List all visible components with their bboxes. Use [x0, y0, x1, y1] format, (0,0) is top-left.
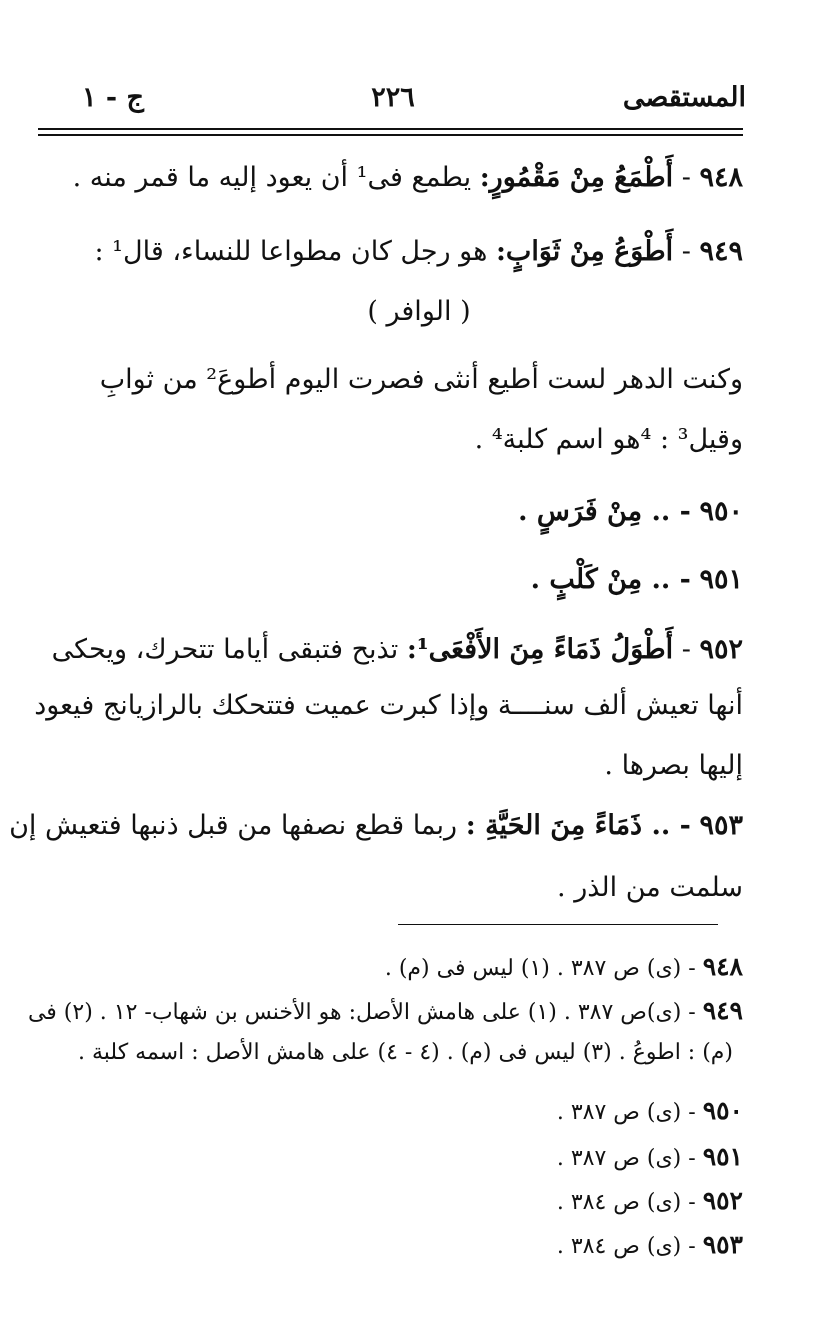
footnote-950 — [38, 1094, 743, 1130]
entry-953 — [9, 806, 743, 846]
footnote-text: - (ى)ص ٣٨٧ . (١) على هامش الأصل: هو الأخنس بن شهاب- ١٢ . (٢) فى — [27, 1000, 696, 1025]
volume-label: ج - ١ — [82, 82, 144, 113]
footnote-text: - (ى) ص ٣٨٧ . — [556, 1146, 696, 1171]
footnote-text: - (ى) ص ٣٨٧ . (١) ليس فى (م) . — [384, 956, 696, 981]
entry-text: تذبح فتبقى أياما تتحرك، ويحكى — [51, 634, 399, 665]
page-number: ٢٢٦ — [371, 82, 415, 113]
entry-headword: - .. مِنْ كَلْبٍ . — [530, 564, 691, 595]
entry-text: سلمت من الذر . — [557, 872, 743, 903]
entry-number: ٩٥١ — [699, 564, 743, 595]
entry-950 — [38, 492, 743, 532]
footnote-number: ٩٥٣ — [702, 1230, 743, 1259]
entry-952-cont-2 — [38, 746, 743, 786]
entry-number: ٩٥٢ — [699, 634, 743, 665]
verse-line — [38, 360, 743, 400]
footnote-rule — [398, 924, 718, 925]
meter-label: ( الوافر ) — [367, 296, 471, 327]
entry-headword: - .. مِنْ فَرَسٍ . — [518, 496, 691, 527]
footnote-948 — [38, 950, 743, 986]
footnote-text: - (ى) ص ٣٨٤ . — [556, 1190, 696, 1215]
footnote-number: ٩٥٢ — [702, 1186, 743, 1215]
entry-948: ٩٤٨ - أَطْمَعُ مِنْ مَقْمُورٍ: يطمع فى¹ أن يعود إليه ما قمر منه . — [72, 162, 743, 193]
footnote-951 — [38, 1140, 743, 1176]
entry-952-cont-1 — [34, 686, 743, 726]
entry-headword: أَطْوَلُ ذَمَاءً مِنَ الأَفْعَى¹: — [406, 634, 674, 665]
verse-text: وكنت الدهر لست أطيع أنثى فصرت اليوم أطوعَ² من ثوابِ — [99, 364, 743, 395]
entry-headword: أَطْمَعُ مِنْ مَقْمُورٍ: — [479, 162, 674, 193]
entry-949: ٩٤٩ - أَطْوَعُ مِنْ ثَوَابٍ: هو رجل كان مطواعا للنساء، قال¹ : — [94, 236, 743, 267]
running-header — [40, 82, 746, 122]
entry-951 — [38, 560, 743, 600]
footnote-text: (م) : اطوعُ . (٣) ليس فى (م) . (٤ - ٤) على هامش الأصل : اسمه كلبة . — [77, 1040, 733, 1065]
header-rule-bottom — [38, 134, 743, 136]
entry-text: إليها بصرها . — [604, 750, 743, 781]
footnote-953 — [38, 1228, 743, 1264]
footnote-949 — [27, 994, 743, 1030]
entry-number: ٩٤٨ — [699, 162, 743, 193]
entry-number: ٩٤٩ — [699, 236, 743, 267]
entry-text: وقيل³ : ⁴هو اسم كلبة⁴ . — [474, 424, 743, 455]
footnote-text: - (ى) ص ٣٨٧ . — [556, 1100, 696, 1125]
entry-949-cont — [38, 420, 743, 460]
footnote-number: ٩٥٠ — [702, 1096, 743, 1125]
entry-headword: أَطْوَعُ مِنْ ثَوَابٍ: — [495, 236, 674, 267]
header-title: المستقصى — [622, 82, 746, 113]
footnote-number: ٩٤٨ — [702, 952, 743, 981]
entry-text: هو رجل كان مطواعا للنساء، قال¹ : — [94, 236, 488, 267]
entry-number: ٩٥٣ — [699, 810, 743, 841]
footnote-text: - (ى) ص ٣٨٤ . — [556, 1234, 696, 1259]
footnote-number: ٩٥١ — [702, 1142, 743, 1171]
poetic-meter — [0, 292, 838, 332]
entry-952: ٩٥٢ - أَطْوَلُ ذَمَاءً مِنَ الأَفْعَى¹: تذبح فتبقى أياما تتحرك، ويحكى — [51, 634, 743, 665]
entry-headword: - .. ذَمَاءً مِنَ الحَيَّةِ : — [465, 810, 691, 841]
entry-text: أنها تعيش ألف سنــــة وإذا كبرت عميت فتتحكك بالرازيانج فيعود — [34, 690, 743, 721]
footnote-952 — [38, 1184, 743, 1220]
entry-text: ربما قطع نصفها من قبل ذنبها فتعيش إن — [9, 810, 458, 841]
entry-number: ٩٥٠ — [699, 496, 743, 527]
footnote-949-cont — [38, 1036, 733, 1070]
entry-text: يطمع فى¹ أن يعود إليه ما قمر منه . — [72, 162, 472, 193]
header-rule-top — [38, 128, 743, 130]
footnote-number: ٩٤٩ — [702, 996, 743, 1025]
entry-953-cont — [38, 868, 743, 908]
